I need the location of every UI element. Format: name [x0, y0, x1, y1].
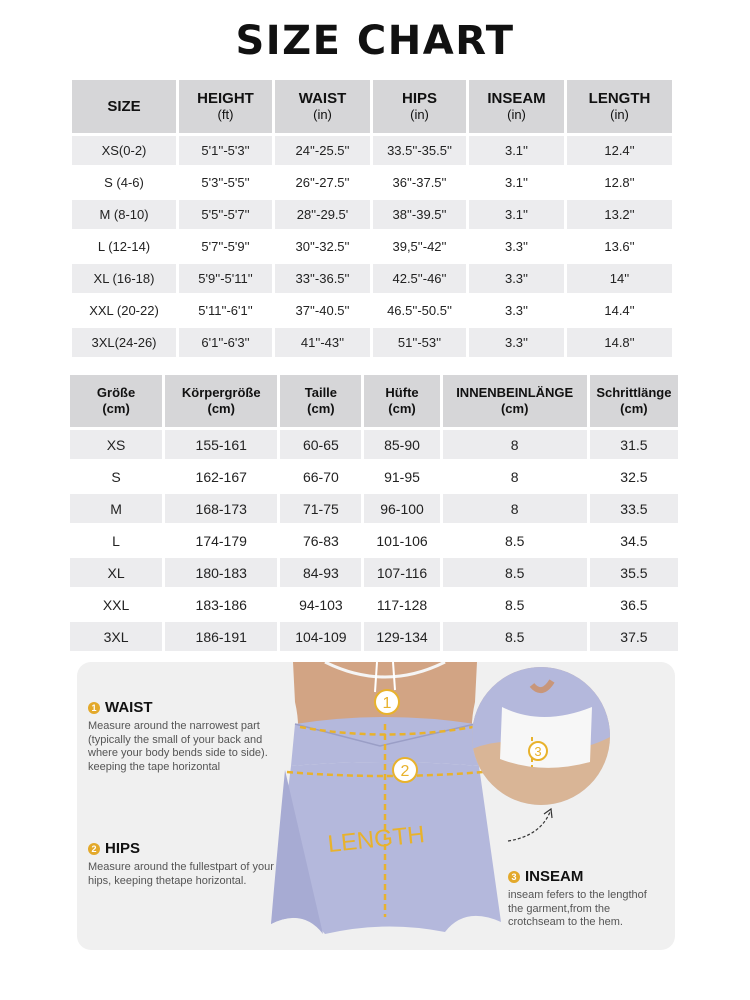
column-header-unit: (ft)	[217, 106, 234, 122]
curved-arrow-icon	[500, 806, 560, 846]
table-cell: 60-65	[280, 430, 361, 459]
inseam-inset-photo	[472, 667, 610, 805]
table-cell: 84-93	[280, 558, 361, 587]
column-header-unit: (cm)	[307, 401, 335, 416]
table-cell: 39,5''-42''	[373, 232, 466, 261]
table-cell: 174-179	[165, 526, 277, 555]
column-header	[280, 375, 361, 427]
table-cell: 66-70	[280, 462, 361, 491]
column-header-label: INNENBEINLÄNGE	[456, 385, 574, 400]
column-header	[469, 80, 564, 133]
column-header-label: Hüfte	[385, 385, 419, 400]
table-cell: 33.5''-35.5''	[373, 136, 466, 165]
waist-number-badge: 1	[88, 702, 100, 714]
table-row	[70, 494, 678, 523]
us-size-table	[69, 77, 675, 360]
column-header-label: Taille	[304, 385, 338, 400]
table-cell: 5'1''-5'3''	[179, 136, 272, 165]
table-cell: 117-128	[364, 590, 439, 619]
table-row	[72, 168, 672, 197]
table-cell: 33''-36.5''	[275, 264, 370, 293]
table-cell: 5'9''-5'11''	[179, 264, 272, 293]
table-cell: 31.5	[590, 430, 678, 459]
inseam-number-badge: 3	[508, 871, 520, 883]
table-cell: 33.5	[590, 494, 678, 523]
table-cell: 91-95	[364, 462, 439, 491]
table-cell: 8.5	[443, 590, 587, 619]
column-header	[72, 80, 176, 133]
table-row	[70, 526, 678, 555]
table-cell: 8	[443, 462, 587, 491]
column-header-label: Größe	[96, 385, 136, 400]
table-cell: 162-167	[165, 462, 277, 491]
table-cell: 5'11''-6'1''	[179, 296, 272, 325]
table-cell: 3.3''	[469, 328, 564, 357]
waist-marker: 1	[382, 695, 392, 712]
column-header-unit: (in)	[313, 106, 332, 122]
column-header	[443, 375, 587, 427]
column-header	[364, 375, 439, 427]
table-cell: 3.1''	[469, 136, 564, 165]
table-row	[72, 264, 672, 293]
table-cell: 12.8''	[567, 168, 672, 197]
table-cell: XL	[70, 558, 162, 587]
inseam-title: INSEAM	[525, 868, 584, 885]
table-cell: 46.5''-50.5''	[373, 296, 466, 325]
column-header	[179, 80, 272, 133]
hips-number-badge: 2	[88, 843, 100, 855]
column-header-label: LENGTH	[588, 89, 651, 107]
table-row	[72, 200, 672, 229]
table-cell: 3.1''	[469, 168, 564, 197]
column-header	[165, 375, 277, 427]
table-row	[70, 430, 678, 459]
table-row	[72, 232, 672, 261]
table-cell: XXL (20-22)	[72, 296, 176, 325]
column-header-label: SIZE	[107, 97, 141, 115]
table-cell: 107-116	[364, 558, 439, 587]
column-header	[70, 375, 162, 427]
table-cell: 8.5	[443, 558, 587, 587]
column-header-label: WAIST	[298, 89, 347, 107]
column-header-label: HEIGHT	[197, 89, 254, 107]
skirt-illustration	[265, 662, 505, 950]
table-cell: 38''-39.5''	[373, 200, 466, 229]
table-cell: 37''-40.5''	[275, 296, 370, 325]
table-cell: 14.4''	[567, 296, 672, 325]
table-cell: 186-191	[165, 622, 277, 651]
table-cell: M (8-10)	[72, 200, 176, 229]
table-cell: 32.5	[590, 462, 678, 491]
table-cell: 8	[443, 494, 587, 523]
hips-guide	[88, 840, 278, 888]
table-cell: 96-100	[364, 494, 439, 523]
table-cell: 101-106	[364, 526, 439, 555]
table-cell: 8.5	[443, 622, 587, 651]
header-row	[72, 80, 672, 133]
table-row	[70, 558, 678, 587]
table-cell: S (4-6)	[72, 168, 176, 197]
column-header-unit: (in)	[507, 106, 526, 122]
table-cell: 168-173	[165, 494, 277, 523]
table-cell: 30''-32.5''	[275, 232, 370, 261]
table-cell: 3.3''	[469, 232, 564, 261]
table-cell: 3.1''	[469, 200, 564, 229]
table-cell: 13.6''	[567, 232, 672, 261]
table-cell: 71-75	[280, 494, 361, 523]
table-row	[72, 136, 672, 165]
table-cell: 3.3''	[469, 296, 564, 325]
column-header-label: Körpergröße	[181, 385, 261, 400]
column-header	[373, 80, 466, 133]
table-cell: 5'7''-5'9''	[179, 232, 272, 261]
waist-title: WAIST	[105, 699, 153, 716]
table-cell: 3.3''	[469, 264, 564, 293]
column-header-unit: (cm)	[388, 401, 416, 416]
table-row	[70, 462, 678, 491]
table-row	[70, 622, 678, 651]
column-header	[590, 375, 678, 427]
hips-title: HIPS	[105, 840, 141, 857]
hips-description: Measure around the fullestpart of your hips, keeping thetape horizontal.	[88, 861, 274, 887]
table-cell: 26''-27.5''	[275, 168, 370, 197]
column-header	[567, 80, 672, 133]
table-cell: 37.5	[590, 622, 678, 651]
column-header-unit: (cm)	[102, 401, 130, 416]
table-cell: 36.5	[590, 590, 678, 619]
column-header-label: Schrittlänge	[596, 385, 672, 400]
table-cell: 12.4''	[567, 136, 672, 165]
table-cell: M	[70, 494, 162, 523]
table-cell: 8.5	[443, 526, 587, 555]
table-cell: L	[70, 526, 162, 555]
table-cell: L (12-14)	[72, 232, 176, 261]
inseam-description: inseam fefers to the lengthof the garment,from the crotchseam to the hem.	[508, 889, 647, 928]
column-header-unit: (in)	[610, 106, 629, 122]
table-cell: 5'3''-5'5''	[179, 168, 272, 197]
table-cell: 3XL	[70, 622, 162, 651]
table-cell: 28''-29.5'	[275, 200, 370, 229]
column-header-label: INSEAM	[487, 89, 546, 107]
inseam-marker: 3	[534, 744, 542, 759]
table-cell: 35.5	[590, 558, 678, 587]
waist-description: Measure around the narrowest part (typically the small of your back and where your body bends side to side). keeping the tape horizontal	[88, 720, 268, 773]
table-cell: 104-109	[280, 622, 361, 651]
table-cell: 3XL(24-26)	[72, 328, 176, 357]
header-row	[70, 375, 678, 427]
table-cell: 42.5''-46''	[373, 264, 466, 293]
table-cell: 76-83	[280, 526, 361, 555]
column-header-unit: (in)	[410, 106, 429, 122]
table-cell: 94-103	[280, 590, 361, 619]
table-cell: XS(0-2)	[72, 136, 176, 165]
table-cell: 41''-43''	[275, 328, 370, 357]
table-cell: 155-161	[165, 430, 277, 459]
waist-guide	[88, 699, 278, 774]
table-cell: 129-134	[364, 622, 439, 651]
table-cell: 183-186	[165, 590, 277, 619]
table-cell: 180-183	[165, 558, 277, 587]
table-row	[72, 328, 672, 357]
table-cell: 34.5	[590, 526, 678, 555]
hips-marker: 2	[400, 763, 410, 780]
length-label: LENGTH	[326, 821, 427, 859]
page-title: SIZE CHART	[235, 18, 515, 64]
table-cell: XS	[70, 430, 162, 459]
column-header-label: HIPS	[401, 89, 437, 107]
column-header-unit: (cm)	[207, 401, 235, 416]
column-header-unit: (cm)	[500, 401, 529, 416]
table-cell: XL (16-18)	[72, 264, 176, 293]
table-cell: 14.8''	[567, 328, 672, 357]
table-cell: 51''-53''	[373, 328, 466, 357]
table-cell: 85-90	[364, 430, 439, 459]
table-cell: XXL	[70, 590, 162, 619]
column-header	[275, 80, 370, 133]
column-header-unit: (cm)	[620, 401, 648, 416]
table-cell: 5'5''-5'7''	[179, 200, 272, 229]
table-cell: 36''-37.5''	[373, 168, 466, 197]
cm-size-table	[67, 372, 681, 654]
table-cell: 13.2''	[567, 200, 672, 229]
table-row	[70, 590, 678, 619]
table-cell: 14''	[567, 264, 672, 293]
inseam-guide	[508, 868, 658, 930]
table-row	[72, 296, 672, 325]
table-cell: 24''-25.5''	[275, 136, 370, 165]
table-cell: 6'1''-6'3''	[179, 328, 272, 357]
table-cell: 8	[443, 430, 587, 459]
table-cell: S	[70, 462, 162, 491]
